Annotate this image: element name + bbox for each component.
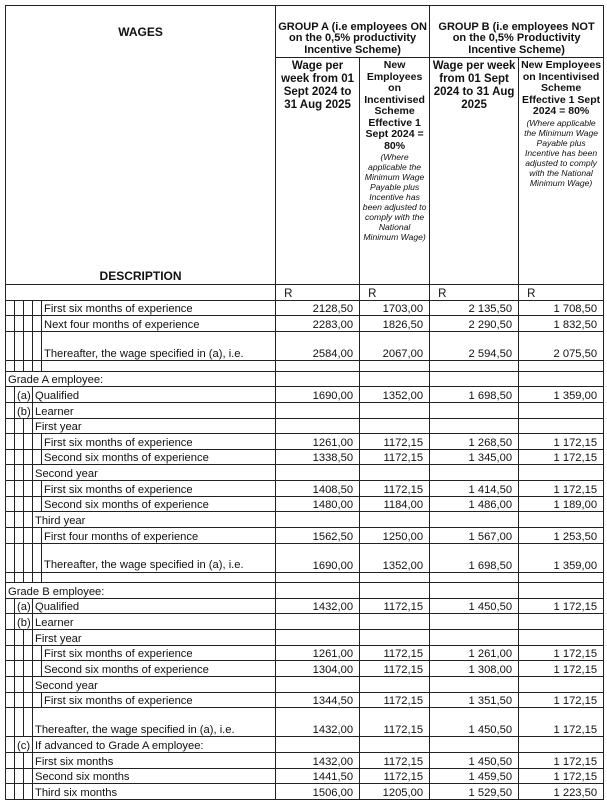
group-a-new-wage: 1172,15 — [360, 434, 430, 450]
group-b-new-employee-title: New Employees on Incentivised Scheme Effective 1 Sept 2024 = 80% — [521, 59, 602, 118]
row-description: Qualified — [33, 387, 276, 403]
group-a-new-wage: 1172,15 — [360, 708, 430, 737]
item-marker: (c) — [15, 737, 33, 753]
table-row — [6, 630, 604, 646]
group-a-wage: 1506,00 — [276, 784, 360, 800]
table-row — [6, 332, 604, 361]
table-row — [6, 465, 604, 481]
group-a-new-wage: 1826,50 — [360, 316, 430, 332]
row-description: Thereafter, the wage specified in (a), i.e. — [33, 708, 276, 737]
row-description: Second six months — [33, 768, 276, 784]
table-row — [6, 645, 604, 661]
table-row — [6, 752, 604, 768]
group-a-new-wage: 1172,15 — [360, 449, 430, 465]
item-marker: (a) — [15, 598, 33, 614]
group-b-wage: 1 698,50 — [430, 387, 519, 403]
group-b-wage: 1 414,50 — [430, 481, 519, 497]
table-row — [6, 418, 604, 434]
row-description: First six months — [33, 752, 276, 768]
table-row — [6, 784, 604, 800]
group-b-wage: 1 698,50 — [430, 543, 519, 572]
wage-table — [5, 5, 604, 800]
year-heading: First year — [33, 418, 276, 434]
group-b-new-wage: 1 832,50 — [519, 316, 604, 332]
group-b-wage: 1 450,50 — [430, 598, 519, 614]
group-a-new-wage: 1172,15 — [360, 768, 430, 784]
group-b-new-wage: 1 359,00 — [519, 543, 604, 572]
currency-label: R — [430, 285, 519, 301]
group-b-wage: 1 345,00 — [430, 449, 519, 465]
table-row — [6, 583, 604, 599]
table-row — [6, 402, 604, 418]
group-b-wage: 1 308,00 — [430, 661, 519, 677]
group-b-new-wage: 1 172,15 — [519, 768, 604, 784]
table-row — [6, 387, 604, 403]
currency-row-spacer — [6, 285, 276, 301]
section-heading: Grade A employee: — [6, 371, 276, 387]
group-b-new-wage: 1 172,15 — [519, 449, 604, 465]
row-description: Learner — [33, 402, 276, 418]
table-row — [6, 708, 604, 737]
group-b-wage: 2 290,50 — [430, 316, 519, 332]
group-b-new-wage: 1 172,15 — [519, 434, 604, 450]
item-marker: (b) — [15, 402, 33, 418]
group-b-new-wage: 1 189,00 — [519, 496, 604, 512]
group-a-weekly-wage-heading: Wage per week from 01 Sept 2024 to 31 Aug 2025 — [276, 58, 360, 285]
group-b-new-wage: 1 172,15 — [519, 481, 604, 497]
group-b-wage: 1 450,50 — [430, 708, 519, 737]
year-heading: Second year — [33, 465, 276, 481]
group-a-wage: 1690,00 — [276, 387, 360, 403]
currency-label: R — [519, 285, 604, 301]
item-marker: (b) — [15, 614, 33, 630]
group-b-wage: 1 486,00 — [430, 496, 519, 512]
group-a-new-wage: 1352,00 — [360, 543, 430, 572]
group-a-new-wage: 1172,15 — [360, 481, 430, 497]
group-a-new-wage: 1703,00 — [360, 300, 430, 316]
group-a-wage: 2128,50 — [276, 300, 360, 316]
group-a-wage: 1690,00 — [276, 543, 360, 572]
group-a-wage: 1441,50 — [276, 768, 360, 784]
group-a-wage: 1261,00 — [276, 645, 360, 661]
row-description: If advanced to Grade A employee: — [33, 737, 276, 753]
group-a-heading: GROUP A (i.e employees ON on the 0,5% productivity Incentive Scheme) — [276, 6, 430, 58]
table-row — [6, 496, 604, 512]
group-b-new-wage: 1 359,00 — [519, 387, 604, 403]
description-heading: DESCRIPTION — [6, 58, 276, 285]
year-heading: Third year — [33, 512, 276, 528]
row-description: Second six months of experience — [42, 449, 276, 465]
group-b-wage: 1 268,50 — [430, 434, 519, 450]
year-heading: Second year — [33, 676, 276, 692]
group-a-wage: 1432,00 — [276, 708, 360, 737]
row-description: First six months of experience — [42, 481, 276, 497]
row-description: First six months of experience — [42, 692, 276, 708]
group-b-new-wage: 1 172,15 — [519, 661, 604, 677]
table-row — [6, 481, 604, 497]
group-a-wage: 1432,00 — [276, 598, 360, 614]
group-b-new-wage: 2 075,50 — [519, 332, 604, 361]
table-row — [6, 614, 604, 630]
group-b-wage: 1 450,50 — [430, 752, 519, 768]
group-b-new-wage: 1 253,50 — [519, 527, 604, 543]
group-a-wage: 2283,00 — [276, 316, 360, 332]
row-description: Second six months of experience — [42, 496, 276, 512]
group-a-wage: 2584,00 — [276, 332, 360, 361]
group-b-wage: 1 351,50 — [430, 692, 519, 708]
table-row — [6, 737, 604, 753]
group-b-weekly-wage-heading: Wage per week from 01 Sept 2024 to 31 Aug 2025 — [430, 58, 519, 285]
table-row — [6, 661, 604, 677]
group-a-new-wage: 1172,15 — [360, 661, 430, 677]
table-row — [6, 543, 604, 572]
group-a-new-wage: 1172,15 — [360, 692, 430, 708]
group-b-wage: 1 459,50 — [430, 768, 519, 784]
group-b-new-wage: 1 172,15 — [519, 708, 604, 737]
group-b-wage: 2 135,50 — [430, 300, 519, 316]
currency-label: R — [360, 285, 430, 301]
table-row — [6, 434, 604, 450]
group-a-wage: 1480,00 — [276, 496, 360, 512]
group-a-new-wage: 1352,00 — [360, 387, 430, 403]
table-row — [6, 676, 604, 692]
group-a-new-employee-title: New Employees on Incentivised Scheme Effective 1 Sept 2024 = 80% — [364, 59, 425, 152]
group-a-new-wage: 2067,00 — [360, 332, 430, 361]
row-description: Second six months of experience — [42, 661, 276, 677]
group-a-wage: 1408,50 — [276, 481, 360, 497]
group-b-new-wage: 1 172,15 — [519, 645, 604, 661]
table-row — [6, 768, 604, 784]
group-b-new-wage: 1 172,15 — [519, 692, 604, 708]
section-heading: Grade B employee: — [6, 583, 276, 599]
group-b-new-wage: 1 708,50 — [519, 300, 604, 316]
spacer-row — [6, 572, 604, 582]
group-b-new-wage: 1 223,50 — [519, 784, 604, 800]
group-a-new-employee-note: (Where applicable the Minimum Wage Payable plus Incentive has been adjusted to comply with the National Minimum Wage) — [362, 152, 427, 243]
table-row — [6, 300, 604, 316]
group-b-wage: 1 261,00 — [430, 645, 519, 661]
group-b-heading: GROUP B (i.e employees NOT on the 0,5% Productivity Incentive Scheme) — [430, 6, 604, 58]
spacer-row — [6, 361, 604, 371]
group-a-wage: 1432,00 — [276, 752, 360, 768]
group-a-wage: 1338,50 — [276, 449, 360, 465]
table-row — [6, 371, 604, 387]
group-a-new-wage: 1172,15 — [360, 645, 430, 661]
group-a-new-wage: 1172,15 — [360, 598, 430, 614]
wages-heading: WAGES — [6, 6, 276, 58]
group-a-new-employee-heading — [360, 58, 430, 285]
group-a-new-wage: 1205,00 — [360, 784, 430, 800]
currency-label: R — [276, 285, 360, 301]
row-description: First four months of experience — [42, 527, 276, 543]
row-description: Qualified — [33, 598, 276, 614]
row-description: Third six months — [33, 784, 276, 800]
table-row — [6, 316, 604, 332]
item-marker: (a) — [15, 387, 33, 403]
table-row — [6, 512, 604, 528]
row-description: Thereafter, the wage specified in (a), i.e. — [42, 543, 276, 572]
table-row — [6, 692, 604, 708]
group-b-new-employee-note: (Where applicable the Minimum Wage Payable plus Incentive has been adjusted to comply with the National Minimum Wage) — [524, 117, 599, 188]
group-b-new-wage: 1 172,15 — [519, 752, 604, 768]
row-description: First six months of experience — [42, 300, 276, 316]
group-a-new-wage: 1172,15 — [360, 752, 430, 768]
group-a-new-wage: 1250,00 — [360, 527, 430, 543]
row-description: First six months of experience — [42, 645, 276, 661]
group-b-wage: 2 594,50 — [430, 332, 519, 361]
group-b-new-wage: 1 172,15 — [519, 598, 604, 614]
table-row — [6, 527, 604, 543]
group-a-wage: 1344,50 — [276, 692, 360, 708]
group-a-wage: 1304,00 — [276, 661, 360, 677]
group-b-new-employee-heading — [519, 58, 604, 285]
year-heading: First year — [33, 630, 276, 646]
group-b-wage: 1 529,50 — [430, 784, 519, 800]
table-row — [6, 598, 604, 614]
row-description: Next four months of experience — [42, 316, 276, 332]
row-description: Learner — [33, 614, 276, 630]
group-a-new-wage: 1184,00 — [360, 496, 430, 512]
group-b-wage: 1 567,00 — [430, 527, 519, 543]
row-description: First six months of experience — [42, 434, 276, 450]
group-a-wage: 1261,00 — [276, 434, 360, 450]
group-a-wage: 1562,50 — [276, 527, 360, 543]
row-description: Thereafter, the wage specified in (a), i.e. — [42, 332, 276, 361]
table-row — [6, 449, 604, 465]
